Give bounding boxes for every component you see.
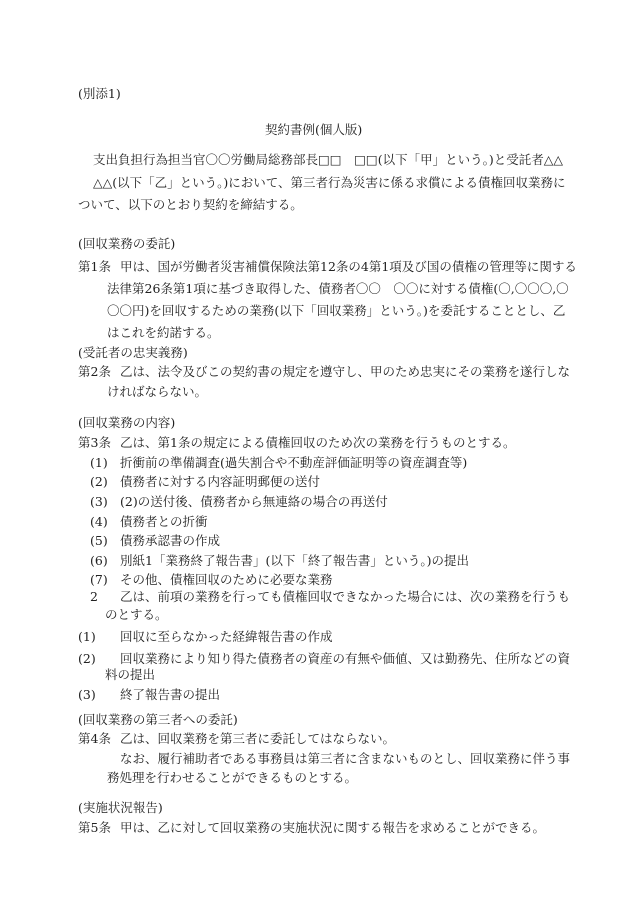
item-number: (1)	[78, 629, 96, 644]
item-number: (6)	[90, 553, 108, 568]
preamble-line: ついて、以下のとおり契約を締結する。	[78, 197, 303, 212]
paragraph-number: 2	[90, 589, 98, 604]
item-text: 折衝前の準備調査(過失割合や不動産評価証明等の資産調査等)	[120, 455, 468, 470]
article-heading: (回収業務の委託)	[78, 236, 176, 251]
paragraph-text: 乙は、前項の業務を行っても債権回収できなかった場合には、次の業務を行うも	[120, 589, 571, 604]
item-text: 料の提出	[105, 667, 156, 682]
article-text: なお、履行補助者である事務員は第三者に含まないものとし、回収業務に伴う事	[120, 751, 571, 766]
article-text: 甲は、乙に対して回収業務の実施状況に関する報告を求めることができる。	[120, 820, 546, 835]
article-text: 乙は、法令及びこの契約書の規定を遵守し、甲のため忠実にその業務を遂行しな	[120, 364, 571, 379]
article-heading: (回収業務の内容)	[78, 415, 176, 430]
item-text: 別紙1「業務終了報告書」(以下「終了報告書」という。)の提出	[120, 553, 469, 568]
document-title: 契約書例(個人版)	[265, 122, 363, 137]
article-heading: (実施状況報告)	[78, 800, 163, 815]
article-heading: (回収業務の第三者への委託)	[78, 712, 238, 727]
preamble-line: 支出負担行為担当官〇〇労働局総務部長□□ □□(以下「甲」という。)と受託者△△	[93, 152, 563, 167]
article-text: 〇〇円)を回収するための業務(以下「回収業務」という。)を委託することとし、乙	[107, 303, 566, 318]
item-number: (5)	[90, 533, 108, 548]
item-number: (4)	[90, 514, 108, 529]
article-text: 法律第26条第1項に基づき取得した、債務者〇〇 〇〇に対する債権(〇,〇〇〇,〇	[107, 281, 569, 296]
article-text: ければならない。	[107, 384, 208, 399]
article-number: 第1条	[78, 259, 111, 274]
article-number: 第2条	[78, 364, 111, 379]
article-number: 第5条	[78, 820, 111, 835]
preamble-line: △△(以下「乙」という。)において、第三者行為災害に係る求償による債権回収業務に	[93, 175, 566, 190]
item-number: (3)	[78, 687, 96, 702]
item-number: (3)	[90, 494, 108, 509]
item-number: (2)	[90, 474, 108, 489]
item-text: 回収に至らなかった経緯報告書の作成	[120, 629, 333, 644]
item-number: (1)	[90, 455, 108, 470]
item-text: 終了報告書の提出	[120, 687, 221, 702]
item-number: (7)	[90, 572, 108, 587]
item-text: 債務承認書の作成	[120, 533, 221, 548]
paragraph-text: のとする。	[105, 607, 168, 622]
article-text: はこれを約諾する。	[107, 325, 220, 340]
article-number: 第4条	[78, 731, 111, 746]
article-number: 第3条	[78, 435, 111, 450]
item-text: 債務者との折衝	[120, 514, 208, 529]
item-text: 回収業務により知り得た債務者の資産の有無や価値、又は勤務先、住所などの資	[120, 651, 571, 666]
item-text: 債務者に対する内容証明郵便の送付	[120, 474, 321, 489]
article-text: 務処理を行わせることができるものとする。	[107, 770, 358, 785]
item-text: (2)の送付後、債務者から無連絡の場合の再送付	[120, 494, 388, 509]
article-text: 乙は、第1条の規定による債権回収のため次の業務を行うものとする。	[120, 435, 516, 450]
article-text: 甲は、国が労働者災害補償保険法第12条の4第1項及び国の債権の管理等に関する	[120, 259, 577, 274]
article-text: 乙は、回収業務を第三者に委託してはならない。	[120, 731, 396, 746]
annex-label: (別添1)	[78, 86, 121, 101]
article-heading: (受託者の忠実義務)	[78, 345, 188, 360]
item-text: その他、債権回収のために必要な業務	[120, 572, 333, 587]
item-number: (2)	[78, 651, 96, 666]
